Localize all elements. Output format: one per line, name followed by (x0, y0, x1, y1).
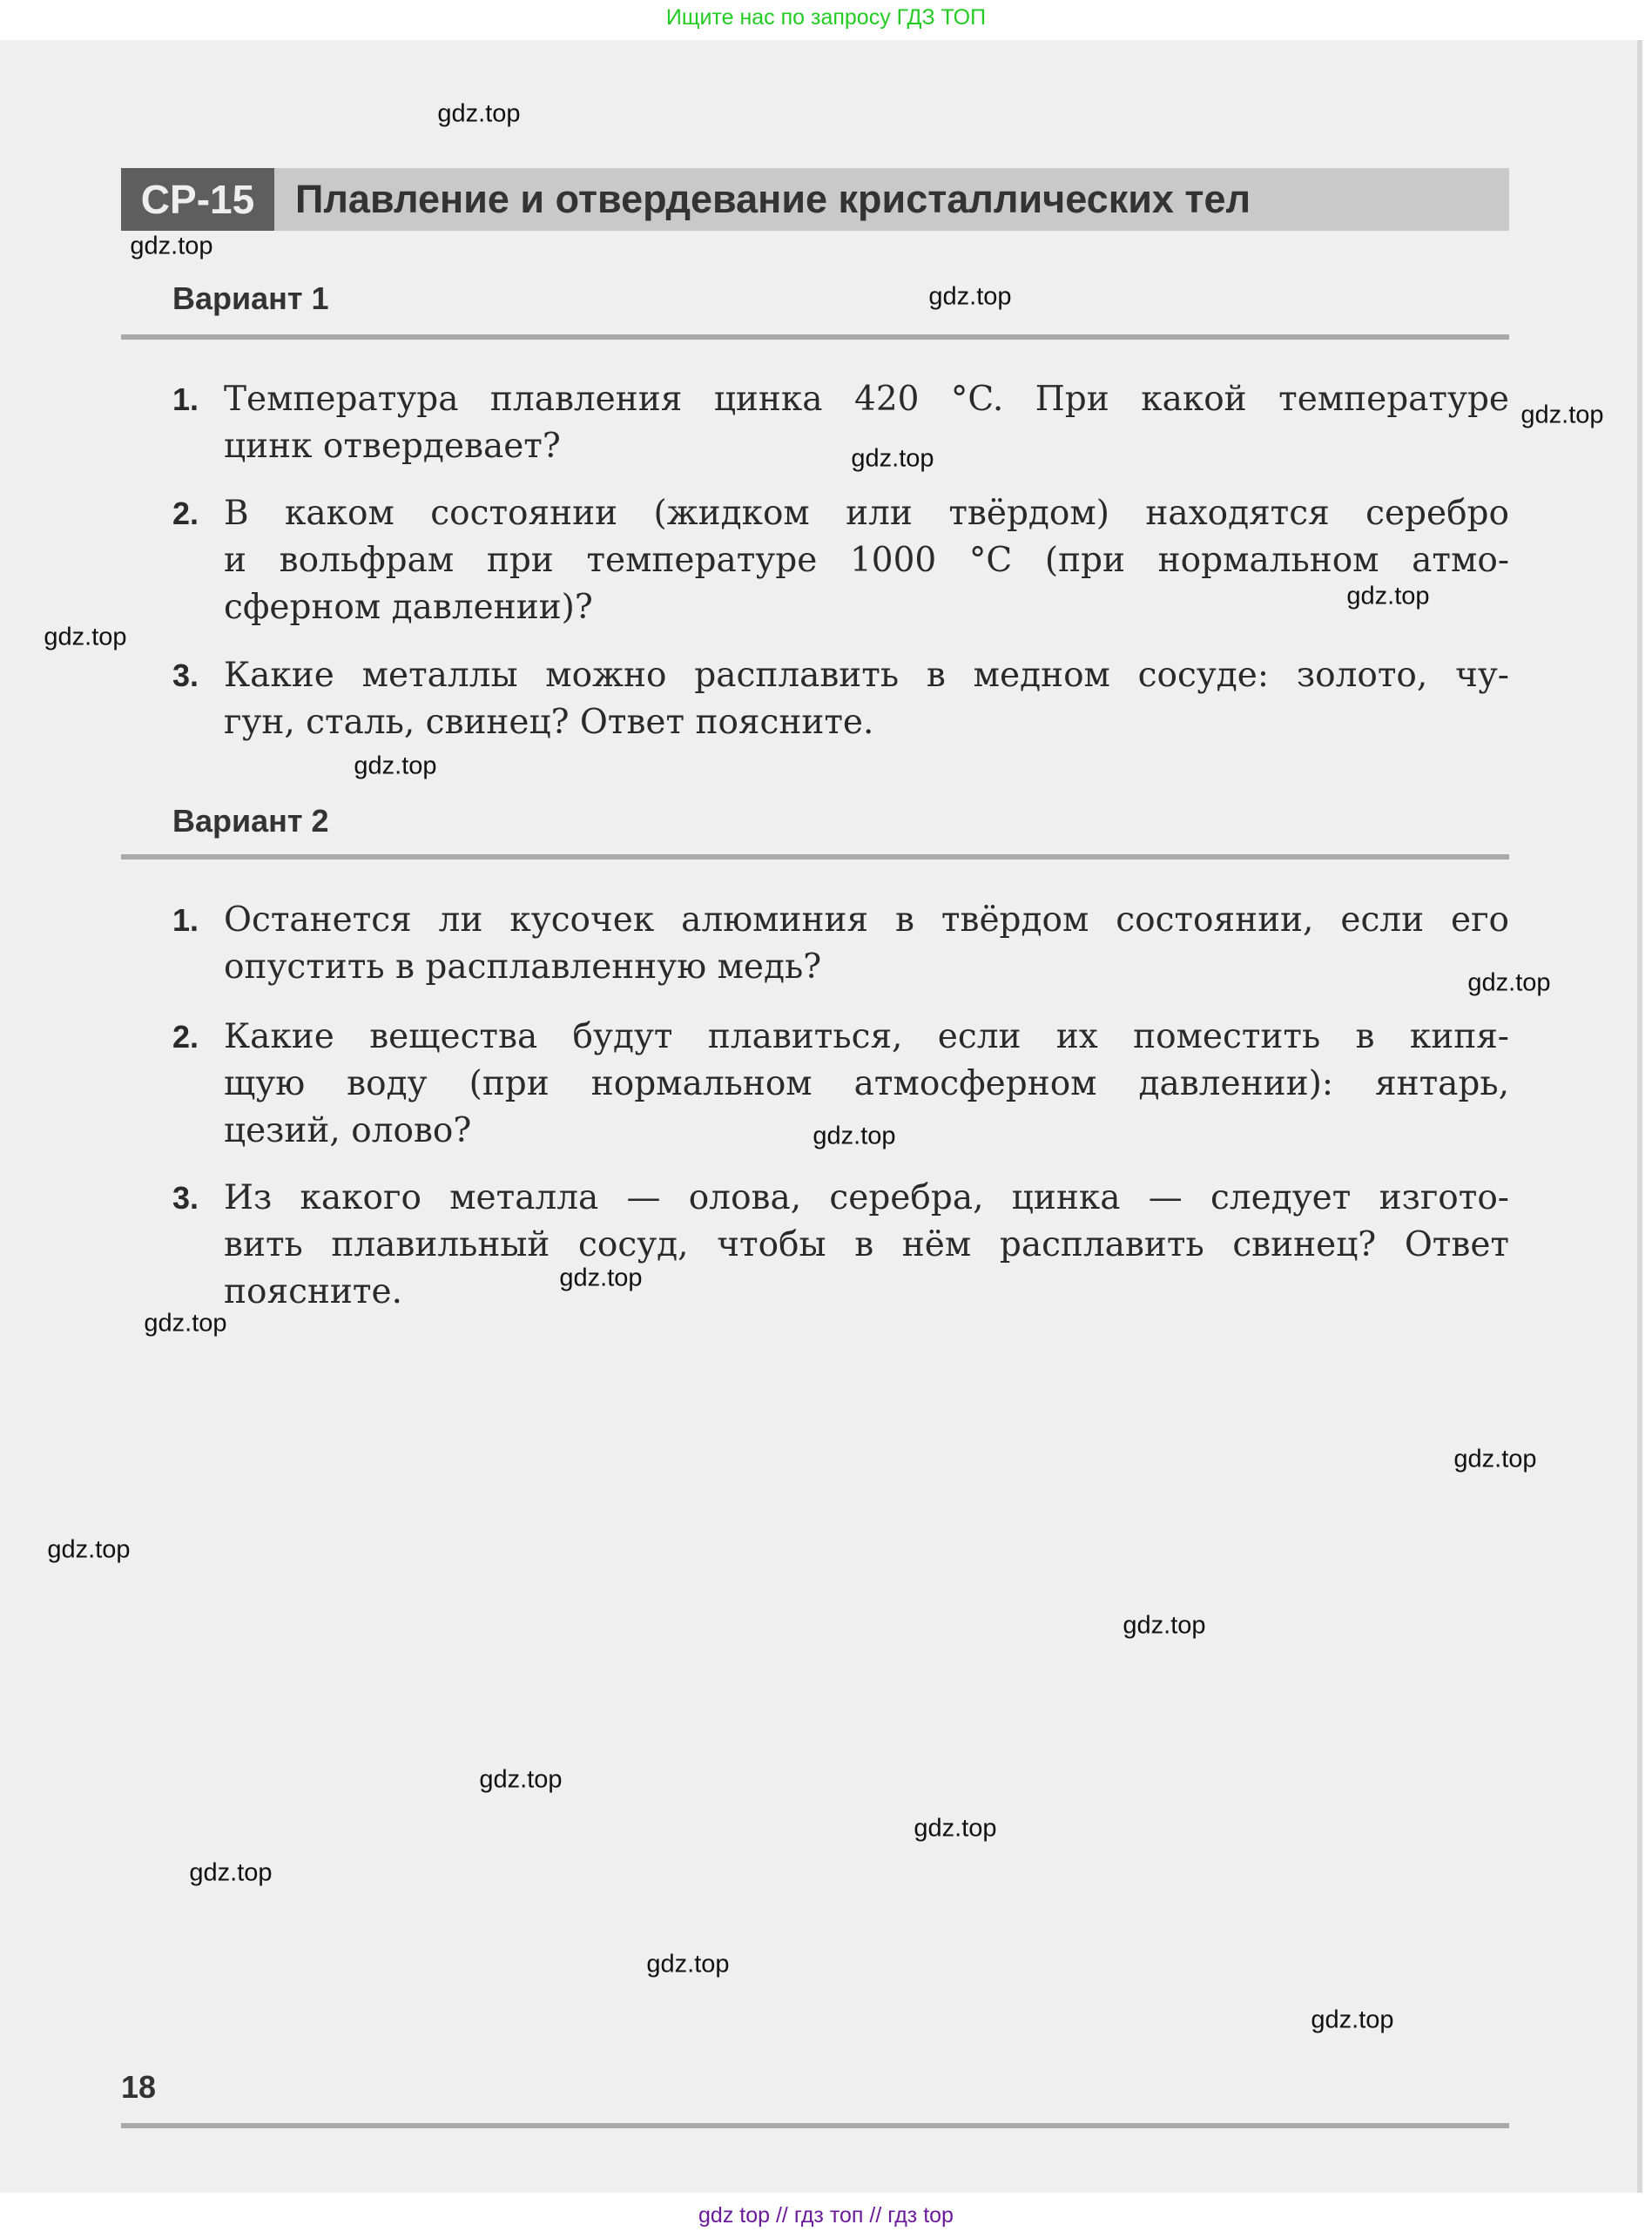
question (172, 490, 1509, 631)
question-line: В каком состоянии (жидком или твёрдом) находятся серебро (224, 494, 1509, 533)
watermark: gdz.top (1123, 1611, 1206, 1640)
page-number: 18 (121, 2069, 157, 2105)
variant-1-title: Вариант 1 (172, 280, 329, 316)
question-line: гун, сталь, свинец? Ответ поясните. (224, 703, 874, 742)
question-line: цезий, олово? (224, 1111, 472, 1150)
watermark: gdz.top (914, 1814, 997, 1843)
question-line: Из какого металла — олова, серебра, цинка — следует изгото- (224, 1178, 1509, 1217)
section-header (121, 168, 1509, 231)
variant-2-title: Вариант 2 (172, 803, 329, 839)
question-number: 1. (172, 381, 199, 417)
question (172, 376, 1509, 470)
watermark: gdz.top (437, 99, 521, 128)
watermark: gdz.top (144, 1309, 227, 1338)
watermark: gdz.top (813, 1122, 896, 1150)
watermark: gdz.top (646, 1950, 730, 1978)
bottom-banner[interactable]: gdz top // гдз топ // гдз top (0, 2193, 1652, 2236)
footer-divider (121, 2123, 1509, 2128)
section-code: СР-15 (121, 168, 274, 231)
watermark: gdz.top (44, 623, 127, 651)
top-banner[interactable]: Ищите нас по запросу ГДЗ ТОП (665, 5, 987, 30)
watermark: gdz.top (559, 1264, 643, 1292)
question-number: 2. (172, 1019, 199, 1055)
question (172, 1175, 1509, 1316)
watermark: gdz.top (1453, 1445, 1537, 1473)
question-line: вить плавильный сосуд, чтобы в нём расплавить свинец? Ответ (224, 1225, 1509, 1264)
watermark: gdz.top (354, 752, 437, 780)
question-line: и вольфрам при температуре 1000 °C (при нормальном атмо- (224, 541, 1509, 580)
question-number: 1. (172, 902, 199, 938)
question-line: щую воду (при нормальном атмосферном давлении): янтарь, (224, 1064, 1509, 1103)
divider (121, 854, 1509, 859)
watermark: gdz.top (479, 1765, 563, 1794)
watermark: gdz.top (1346, 582, 1430, 610)
question-line: поясните. (224, 1272, 402, 1311)
question-number: 3. (172, 657, 199, 693)
watermark: gdz.top (851, 444, 934, 473)
watermark: gdz.top (130, 232, 213, 260)
question-line: опустить в расплавленную медь? (224, 947, 822, 987)
question-line: Температура плавления цинка 420 °C. При какой температуре (224, 380, 1509, 419)
question (172, 652, 1509, 746)
watermark: gdz.top (189, 1858, 273, 1887)
question-number: 3. (172, 1180, 199, 1216)
watermark: gdz.top (47, 1535, 131, 1564)
question-line: сферном давлении)? (224, 588, 593, 627)
watermark: gdz.top (1521, 401, 1604, 429)
question-line: цинк отвердевает? (224, 427, 561, 466)
question-line: Какие вещества будут плавиться, если их поместить в кипя- (224, 1017, 1509, 1056)
question-number: 2. (172, 495, 199, 531)
question (172, 897, 1509, 991)
watermark: gdz.top (1311, 2005, 1394, 2034)
watermark: gdz.top (928, 282, 1012, 311)
section-title: Плавление и отвердевание кристаллических тел (295, 177, 1251, 221)
question-line: Какие металлы можно расплавить в медном сосуде: золото, чу- (224, 656, 1509, 695)
divider (121, 334, 1509, 340)
question-line: Останется ли кусочек алюминия в твёрдом состоянии, если его (224, 900, 1509, 940)
watermark: gdz.top (1467, 968, 1551, 997)
